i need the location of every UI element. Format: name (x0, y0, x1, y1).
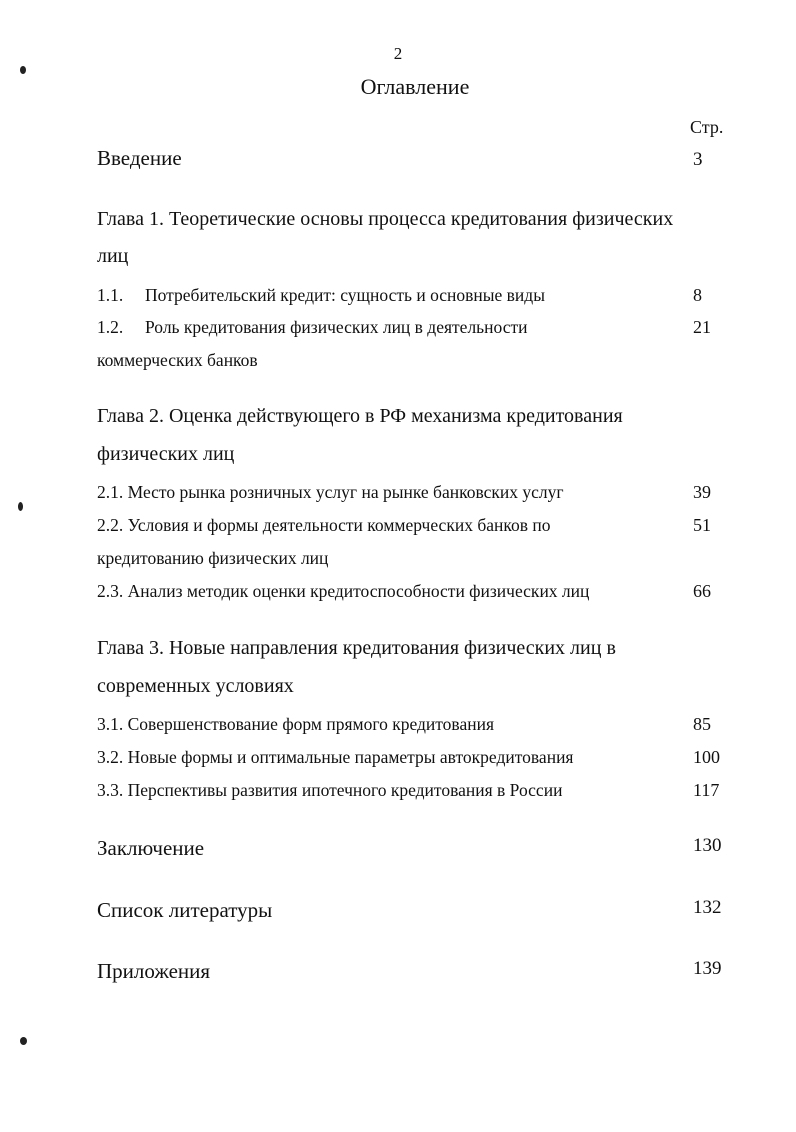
toc-section-3-2: 3.2. Новые формы и оптимальные параметры автокредитования (97, 747, 574, 767)
toc-page-appendices: 139 (693, 958, 722, 979)
toc-chapter-3-line1: Глава 3. Новые направления кредитования физических лиц в (97, 637, 616, 659)
toc-chapter-2-line2: физических лиц (97, 443, 235, 465)
toc-chapter-2-line1: Глава 2. Оценка действующего в РФ механизма кредитования (97, 405, 623, 427)
toc-chapter-1-line1: Глава 1. Теоретические основы процесса кредитования физических (97, 208, 674, 230)
toc-entry-intro: Введение (97, 146, 182, 170)
toc-section-1-2-number: 1.2. (97, 317, 124, 337)
toc-page-2-3: 66 (693, 581, 711, 601)
scan-hole-mark-bottom (20, 1037, 27, 1045)
toc-section-1-1-number: 1.1. (97, 285, 124, 305)
toc-page-intro: 3 (693, 149, 703, 170)
toc-entry-references: Список литературы (97, 898, 273, 922)
toc-section-1-2: Роль кредитования физических лиц в деятельности (145, 317, 528, 337)
toc-chapter-3-line2: современных условиях (97, 675, 294, 697)
toc-entry-appendices: Приложения (97, 959, 211, 983)
scan-hole-mark-top (20, 66, 26, 74)
toc-page-1-2: 21 (693, 317, 711, 337)
toc-section-2-1: 2.1. Место рынка розничных услуг на рынке банковских услуг (97, 482, 564, 502)
scan-hole-mark-middle (18, 502, 23, 511)
toc-page-2-1: 39 (693, 482, 711, 502)
page-number: 2 (393, 44, 403, 63)
toc-section-2-3: 2.3. Анализ методик оценки кредитоспособности физических лиц (97, 581, 590, 601)
toc-page-2-2: 51 (693, 515, 711, 535)
toc-title: Оглавление (360, 74, 470, 99)
toc-page-3-3: 117 (693, 780, 720, 800)
toc-page-references: 132 (693, 897, 722, 918)
toc-section-2-2: 2.2. Условия и формы деятельности коммерческих банков по (97, 515, 551, 535)
toc-section-3-3: 3.3. Перспективы развития ипотечного кредитования в России (97, 780, 563, 800)
toc-chapter-1-line2: лиц (97, 245, 129, 267)
toc-entry-conclusion: Заключение (97, 836, 205, 860)
toc-section-1-1: Потребительский кредит: сущность и основные виды (145, 285, 545, 305)
page-column-label: Стр. (690, 117, 724, 137)
toc-section-3-1: 3.1. Совершенствование форм прямого кредитования (97, 714, 494, 734)
toc-page-conclusion: 130 (693, 835, 722, 856)
toc-page-3-2: 100 (693, 747, 720, 767)
toc-section-2-2-cont: кредитованию физических лиц (97, 548, 329, 568)
toc-section-1-2-cont: коммерческих банков (97, 350, 258, 370)
toc-page-1-1: 8 (693, 285, 702, 305)
toc-page-3-1: 85 (693, 714, 711, 734)
